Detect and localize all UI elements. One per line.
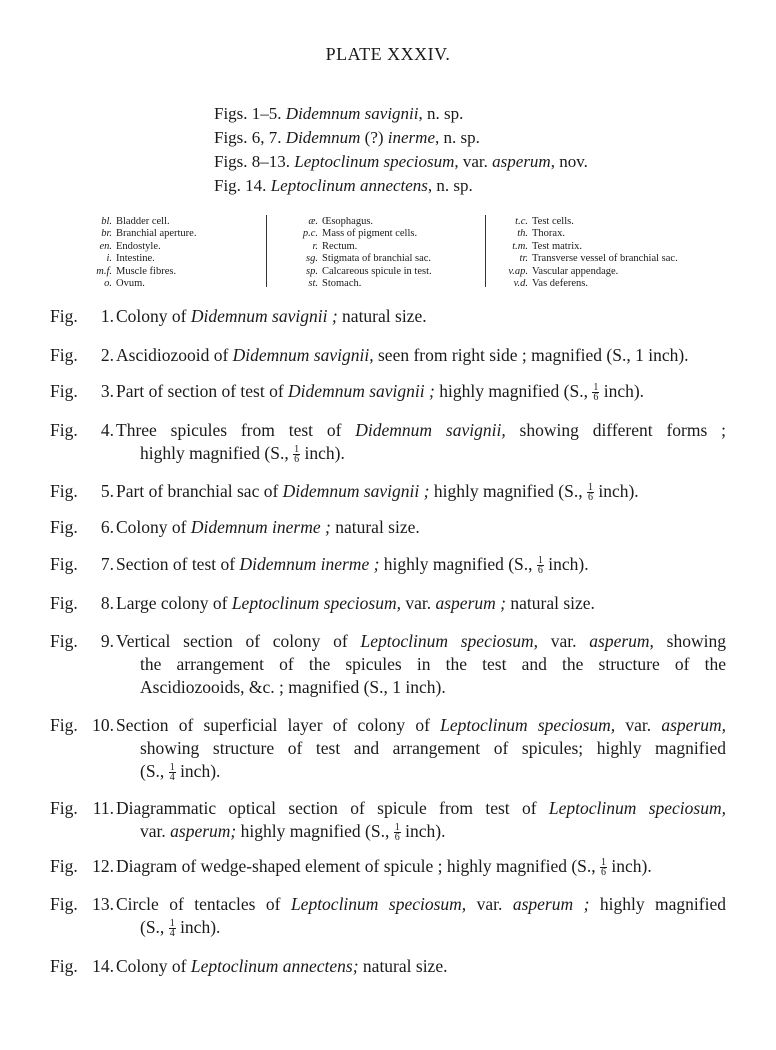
abbreviation-row: tr. Transverse vessel of branchial sac. [519, 253, 678, 265]
species-list [214, 102, 588, 198]
abbreviation-row: bl. Bladder cell. [101, 216, 170, 227]
abbreviation-column-1 [82, 216, 196, 290]
species-line: Figs. 6, 7. Didemnum (?) inerme, n. sp. [214, 128, 480, 147]
abbreviation-row: sg. Stigmata of branchial sac. [306, 253, 432, 265]
fraction: $\frac{1}{4}$ [169, 918, 175, 940]
abbreviation-row: v.d. Vas deferens. [513, 277, 588, 289]
figure-caption-13: Fig. 13. Circle of tentacles of Leptoclinum speciosum, var. asperum ; highly magnified (S., $\frac{1}{4}$ inch). [50, 894, 726, 940]
plate-title: PLATE XXXIV. [325, 44, 451, 64]
species-line: Figs. 1–5. Didemnum savignii, n. sp. [214, 104, 464, 123]
figure-caption-11: Fig. 11. Diagrammatic optical section of spicule from test of Leptoclinum speciosum, var. asperum; highly magnified (S., $\frac{1}{6}$ inch). [50, 798, 726, 844]
figure-caption-6: Fig. 6. Colony of Didemnum inerme ; natural size. [50, 517, 420, 537]
column-divider [266, 215, 267, 287]
figure-caption-2: Fig. 2. Ascidiozooid of Didemnum savignii, seen from right side ; magnified (S., 1 inch). [50, 345, 689, 365]
fraction: $\frac{1}{6}$ [394, 822, 400, 844]
abbreviation-row: æ. Œsophagus. [308, 216, 374, 227]
figure-caption-8: Fig. 8. Large colony of Leptoclinum speciosum, var. asperum ; natural size. [50, 593, 595, 613]
figure-caption-14: Fig. 14. Colony of Leptoclinum annectens; natural size. [50, 956, 448, 976]
figure-caption-4: Fig. 4. Three spicules from test of Didemnum savignii, showing different forms ; highly magnified (S., $\frac{1}{6}$ inch). [50, 420, 726, 466]
abbreviation-row: br. Branchial aperture. [101, 228, 197, 240]
figure-caption-1: Fig. 1. Colony of Didemnum savignii ; natural size. [50, 306, 427, 326]
abbreviation-row: st. Stomach. [308, 277, 362, 289]
figure-caption-5: Fig. 5. Part of branchial sac of Didemnum savignii ; highly magnified (S., $\frac{1}{6}$ inch). [50, 481, 639, 504]
abbreviation-row: m.f. Muscle fibres. [96, 265, 177, 277]
abbreviation-row: p.c. Mass of pigment cells. [302, 228, 418, 240]
abbreviation-row: t.m. Test matrix. [512, 240, 583, 252]
fraction: $\frac{1}{6}$ [294, 444, 300, 466]
abbreviation-row: i. Intestine. [106, 253, 155, 265]
abbreviation-row: o. Ovum. [104, 277, 145, 289]
abbreviation-row: th. Thorax. [517, 228, 565, 240]
column-divider [485, 215, 486, 287]
fraction: $\frac{1}{6}$ [587, 482, 593, 504]
figure-caption-7: Fig. 7. Section of test of Didemnum inerme ; highly magnified (S., $\frac{1}{6}$ inch). [50, 554, 589, 577]
abbreviation-row: sp. Calcareous spicule in test. [306, 265, 432, 277]
figure-caption-10: Fig. 10. Section of superficial layer of colony of Leptoclinum speciosum, var. asperum, showing structure of test and arrangement of spicules; highly magnified (S., $\frac{1}{4}$ inch). [50, 715, 726, 784]
figure-caption-12: Fig. 12. Diagram of wedge-shaped element of spicule ; highly magnified (S., $\frac{1}{6}$ inch). [50, 856, 652, 879]
fraction: $\frac{1}{6}$ [601, 857, 607, 879]
figure-caption-3: Fig. 3. Part of section of test of Didemnum savignii ; highly magnified (S., $\frac{1}{6}$ inch). [50, 381, 645, 404]
species-line: Fig. 14. Leptoclinum annectens, n. sp. [214, 176, 473, 195]
abbreviation-column-2 [280, 216, 432, 290]
abbreviation-column-3 [492, 216, 678, 290]
fraction: $\frac{1}{6}$ [537, 555, 543, 577]
abbreviation-row: v.ap. Vascular appendage. [508, 265, 619, 277]
fraction: $\frac{1}{6}$ [593, 382, 599, 404]
abbreviation-row: r. Rectum. [312, 240, 358, 252]
abbreviation-row: t.c. Test cells. [515, 216, 574, 227]
abbreviation-row: en. Endostyle. [99, 240, 161, 252]
species-line: Figs. 8–13. Leptoclinum speciosum, var. asperum, nov. [214, 152, 588, 171]
fraction: $\frac{1}{4}$ [169, 762, 175, 784]
figure-caption-9: Fig. 9. Vertical section of colony of Leptoclinum speciosum, var. asperum, showing the arrangement of the spicules in the test and the structure of the Ascidiozooids, &c. ; magnified (S., 1 inch). [50, 631, 726, 697]
